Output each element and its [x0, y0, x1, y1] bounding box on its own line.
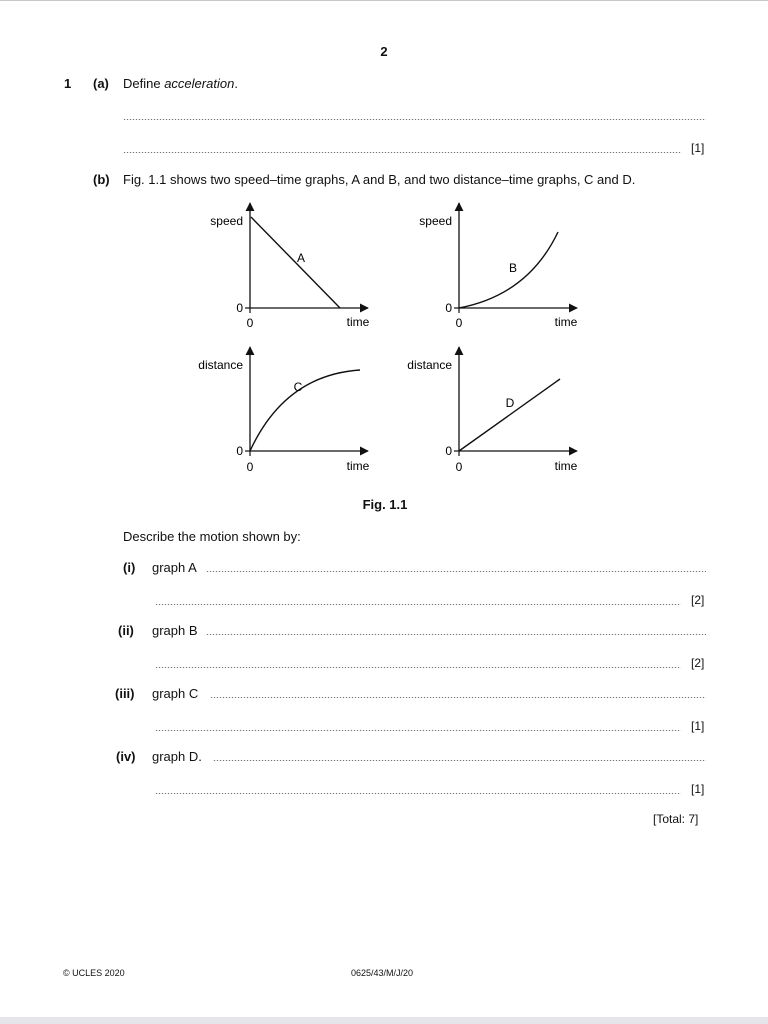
subpart-iv-text: graph D.: [152, 749, 202, 764]
describe-prompt: Describe the motion shown by:: [123, 529, 301, 544]
graph-a-curve: [251, 217, 340, 308]
answer-line-iv-2[interactable]: [155, 793, 681, 794]
answer-line-i-1[interactable]: [206, 571, 706, 572]
answer-line-ii-2[interactable]: [155, 667, 681, 668]
subpart-iv-label: (iv): [116, 749, 136, 764]
graph-c-x-label: time: [346, 459, 370, 473]
graph-a-x-label: time: [346, 315, 370, 329]
graph-d-origin-y: 0: [445, 444, 452, 458]
graph-c-curve: [250, 370, 360, 451]
graph-d-curve-label: D: [505, 396, 515, 410]
answer-line-i-2[interactable]: [155, 604, 681, 605]
answer-line-ii-1[interactable]: [206, 634, 706, 635]
graph-a: [210, 203, 369, 330]
question-number: 1: [64, 76, 72, 91]
subpart-iii-text: graph C: [152, 686, 199, 701]
graph-c-origin-y: 0: [236, 444, 243, 458]
subpart-iii-label: (iii): [115, 686, 135, 701]
page-number: 2: [380, 44, 388, 59]
graph-d: [407, 347, 577, 474]
graph-b-origin-y: 0: [445, 301, 452, 315]
part-a-question: [123, 76, 238, 92]
graph-b-x-label: time: [554, 315, 578, 329]
graph-d-origin-x: 0: [455, 460, 463, 474]
graph-b-curve-label: B: [508, 261, 518, 275]
part-a-text-before: Define: [123, 76, 165, 91]
subpart-iv-marks: [1]: [691, 782, 705, 796]
subpart-i-label: (i): [123, 560, 136, 575]
graph-a-origin-x: 0: [246, 316, 254, 330]
subpart-i-marks: [2]: [691, 593, 705, 607]
figure-1-1: [180, 195, 600, 485]
graph-d-curve: [459, 379, 560, 451]
graph-b-origin-x: 0: [455, 316, 463, 330]
footer-copyright: © UCLES 2020: [63, 968, 125, 978]
graph-d-y-label: distance: [407, 358, 452, 372]
part-a-marks: [1]: [691, 141, 705, 155]
graph-c-curve-label: C: [293, 380, 303, 394]
graph-c: [198, 347, 369, 474]
page-bottom-edge: [0, 1017, 768, 1024]
subpart-iii-marks: [1]: [691, 719, 705, 733]
graph-a-origin-y: 0: [236, 301, 243, 315]
answer-line-iii-2[interactable]: [155, 730, 681, 731]
part-b-label: (b): [93, 172, 110, 187]
answer-line-a-1[interactable]: [123, 119, 706, 120]
graph-b: [419, 203, 577, 330]
subpart-ii-label: (ii): [118, 623, 134, 638]
graph-c-y-label: distance: [198, 358, 243, 372]
part-a-italic-term: acceleration: [164, 76, 235, 91]
graph-c-origin-x: 0: [246, 460, 254, 474]
graph-d-x-label: time: [554, 459, 578, 473]
part-b-intro: Fig. 1.1 shows two speed–time graphs, A and B, and two distance–time graphs, C and D.: [123, 172, 636, 187]
part-a-text-after: .: [234, 76, 238, 91]
subpart-ii-text: graph B: [152, 623, 198, 638]
figure-caption: Fig. 1.1: [362, 497, 408, 512]
footer-paper-code: 0625/43/M/J/20: [351, 968, 414, 978]
page-top-edge: [0, 0, 768, 1]
part-a-label: (a): [93, 76, 109, 91]
graph-a-y-label: speed: [210, 214, 243, 228]
graph-a-curve-label: A: [296, 251, 306, 265]
subpart-ii-marks: [2]: [691, 656, 705, 670]
graph-b-y-label: speed: [419, 214, 452, 228]
subpart-i-text: graph A: [152, 560, 197, 575]
answer-line-iii-1[interactable]: [210, 697, 706, 698]
answer-line-iv-1[interactable]: [213, 760, 706, 761]
answer-line-a-2[interactable]: [123, 152, 681, 153]
total-marks: [Total: 7]: [653, 812, 699, 826]
